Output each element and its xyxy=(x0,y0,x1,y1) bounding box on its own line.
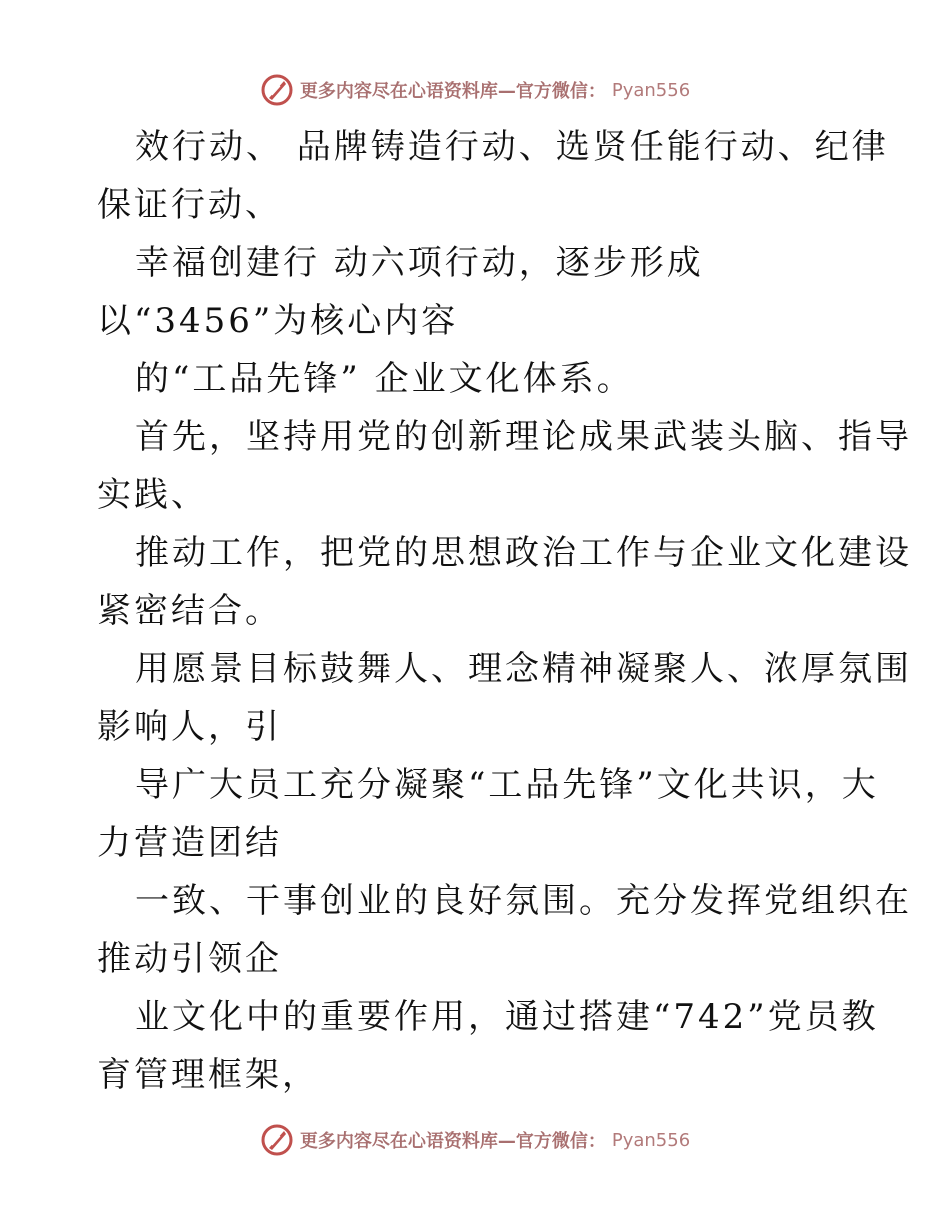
header-watermark xyxy=(0,70,950,110)
text-line-1: 效行动、 品牌铸造行动、选贤任能行动、纪律 xyxy=(135,127,889,167)
text-line-13: 力营造团结 xyxy=(97,823,282,863)
feather-pen-logo-icon xyxy=(260,73,294,107)
footer-watermark xyxy=(0,1120,950,1160)
text-line-8: 推动工作，把党的思想政治工作与企业文化建设 xyxy=(135,533,912,573)
text-line-2: 保证行动、 xyxy=(97,185,282,225)
text-line-5: 的“工品先锋” 企业文化体系。 xyxy=(135,359,634,399)
text-line-12: 导广大员工充分凝聚“工品先锋”文化共识，大 xyxy=(135,765,879,805)
text-line-9: 紧密结合。 xyxy=(97,591,282,631)
text-line-15: 推动引领企 xyxy=(97,939,282,979)
text-line-17: 育管理框架， xyxy=(97,1055,319,1095)
text-line-3: 幸福创建行 动六项行动，逐步形成 xyxy=(135,243,704,283)
watermark-text: 更多内容尽在心语资料库—官方微信： xyxy=(299,1131,606,1152)
text-line-4: 以“3456”为核心内容 xyxy=(97,301,459,341)
document-body xyxy=(97,118,912,1104)
watermark-text: 更多内容尽在心语资料库—官方微信： xyxy=(299,81,606,102)
text-line-7: 实践、 xyxy=(97,475,208,515)
feather-pen-logo-icon xyxy=(260,1123,294,1157)
text-line-10: 用愿景目标鼓舞人、理念精神凝聚人、浓厚氛围 xyxy=(135,649,912,689)
text-line-16: 业文化中的重要作用，通过搭建“742”党员教 xyxy=(135,997,879,1037)
text-line-6: 首先，坚持用党的创新理论成果武装头脑、指导 xyxy=(135,417,912,457)
watermark-wechat-id: Pyan556 xyxy=(611,1129,691,1151)
watermark-wechat-id: Pyan556 xyxy=(611,79,691,101)
text-line-11: 影响人，引 xyxy=(97,707,282,747)
text-line-14: 一致、干事创业的良好氛围。充分发挥党组织在 xyxy=(135,881,912,921)
